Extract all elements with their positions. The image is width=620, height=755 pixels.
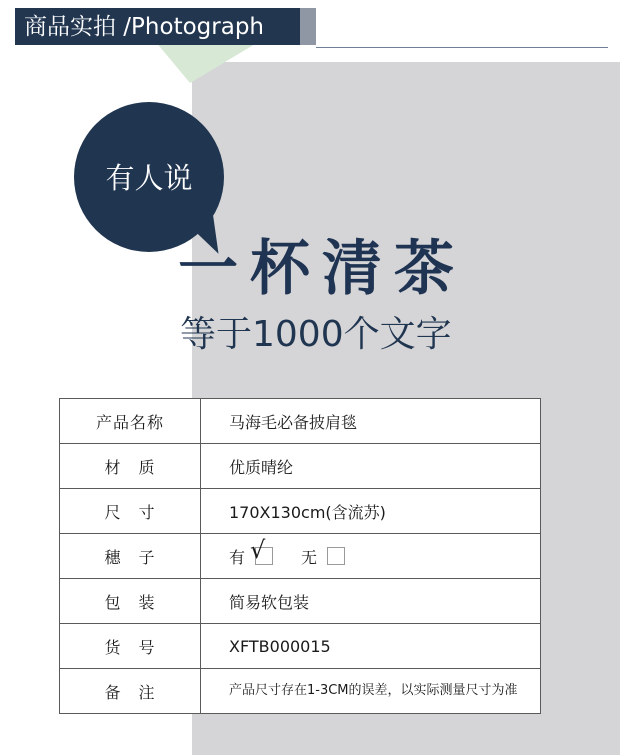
spec-label: 包 装 [60, 579, 201, 624]
spec-value-options [201, 534, 541, 579]
spec-label: 货 号 [60, 624, 201, 669]
spec-value: 优质晴纶 [201, 444, 541, 489]
spec-value: 170X130cm(含流苏) [201, 489, 541, 534]
subheadline: 等于1000个文字 [180, 314, 452, 355]
spec-label: 产品名称 [60, 399, 201, 444]
option-yes-label: 有 [229, 547, 246, 567]
speech-bubble-text: 有人说 [105, 161, 193, 195]
header-title: 商品实拍 /Photograph [24, 14, 264, 40]
table-row [60, 534, 541, 579]
checkmark-icon: √ [250, 536, 266, 564]
table-row [60, 669, 541, 714]
option-no-checkbox [327, 547, 345, 565]
tassel-options [229, 536, 540, 568]
table-row [60, 579, 541, 624]
spec-value: 产品尺寸存在1-3CM的误差，以实际测量尺寸为准 [201, 669, 541, 714]
spec-label: 备 注 [60, 669, 201, 714]
spec-value: 马海毛必备披肩毯 [201, 399, 541, 444]
table-row [60, 624, 541, 669]
table-row [60, 399, 541, 444]
header-bar-accent [300, 8, 316, 45]
table-row [60, 444, 541, 489]
spec-table [59, 398, 541, 714]
table-row [60, 489, 541, 534]
option-no-label: 无 [301, 547, 318, 567]
header-divider [316, 47, 608, 48]
spec-label: 材 质 [60, 444, 201, 489]
option-yes-checkbox [250, 536, 273, 565]
spec-value: 简易软包装 [201, 579, 541, 624]
spec-value: XFTB000015 [201, 624, 541, 669]
spec-label: 尺 寸 [60, 489, 201, 534]
spec-label: 穗 子 [60, 534, 201, 579]
headline: 一杯清茶 [178, 234, 466, 304]
